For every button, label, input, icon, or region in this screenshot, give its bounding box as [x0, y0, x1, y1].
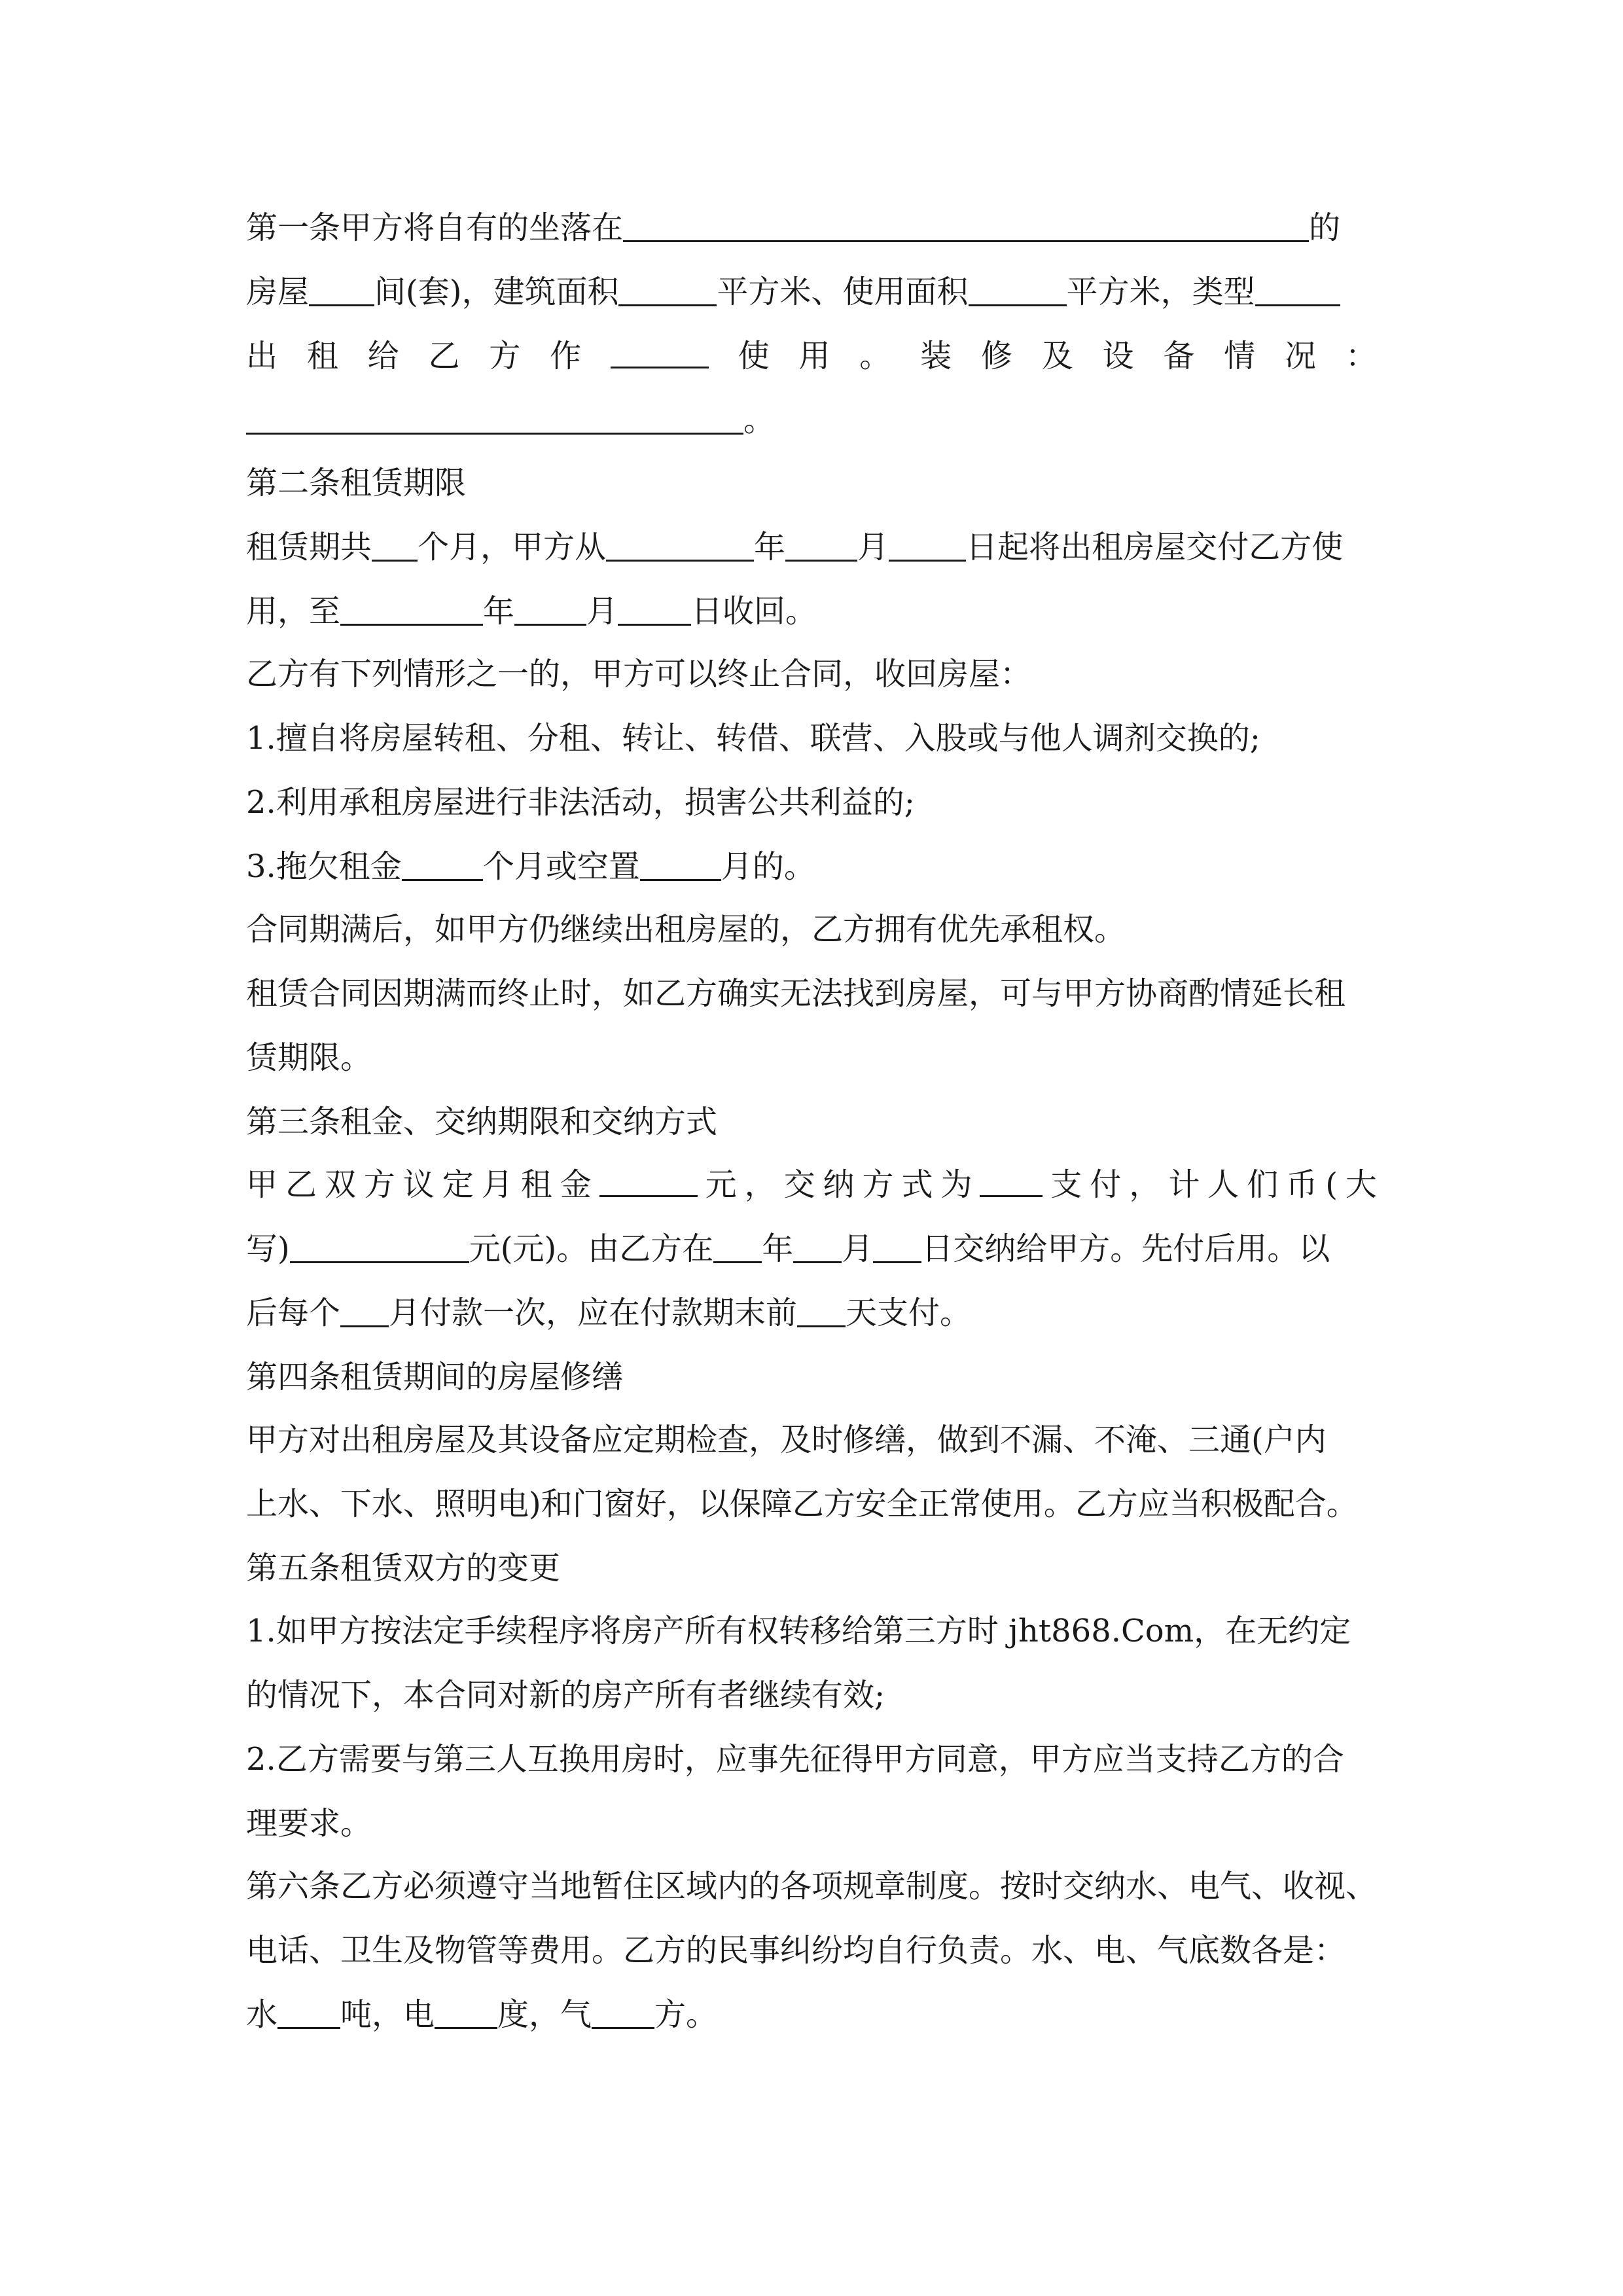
article5-item2-line1: 2.乙方需要与第三人互换用房时，应事先征得甲方同意，甲方应当支持乙方的合: [246, 1741, 1344, 1778]
article5-item1-line1: 1.如甲方按法定手续程序将房产所有权转移给第三方时 jht868.Com，在无约定: [246, 1613, 1351, 1649]
article1-line3: 出 租 给 乙 方 作 使 用 。 装 修 及 设 备 情 况 ：: [246, 338, 1377, 374]
article2-line1: 租赁期共 个月，甲方从 年 月 日起将出租房屋交付乙方使: [246, 529, 1344, 565]
article2-item1: 1.擅自将房屋转租、分租、转让、转借、联营、入股或与他人调剂交换的;: [246, 720, 1260, 757]
article1-line1: 第一条甲方将自有的坐落在 的: [246, 209, 1341, 246]
article2-item3: 3.拖欠租金 个月或空置 月的。: [246, 848, 815, 885]
article3-line3: 后每个 月付款一次，应在付款期末前 天支付。: [246, 1295, 972, 1331]
article5-item2-line2: 理要求。: [246, 1805, 372, 1842]
article2-para5-line2: 赁期限。: [246, 1039, 372, 1076]
article2-para5-line1: 租赁合同因期满而终止时，如乙方确实无法找到房屋，可与甲方协商酌情延长租: [246, 975, 1346, 1012]
article1-line2: 房屋 间(套)，建筑面积 平方米、使用面积 平方米，类型: [246, 272, 1340, 312]
article5-heading: 第五条租赁双方的变更: [246, 1550, 561, 1587]
article4-heading: 第四条租赁期间的房屋修缮: [246, 1359, 624, 1395]
article6-line3: 水 吨，电 度，气 方。: [246, 1996, 718, 2033]
article4-line1: 甲方对出租房屋及其设备应定期检查，及时修缮，做到不漏、不淹、三通(户内: [246, 1422, 1327, 1458]
article5-item1-line2: 的情况下，本合同对新的房产所有者继续有效;: [246, 1677, 885, 1713]
article2-item2: 2.利用承租房屋进行非法活动，损害公共利益的;: [246, 784, 915, 821]
article2-heading: 第二条租赁期限: [246, 465, 467, 501]
article4-line2: 上水、下水、照明电)和门窗好，以保障乙方安全正常使用。乙方应当积极配合。: [246, 1486, 1358, 1522]
article6-line1: 第六条乙方必须遵守当地暂住区域内的各项规章制度。按时交纳水、电气、收视、: [246, 1868, 1378, 1905]
article3-line1: 甲 乙 双 方 议 定 月 租 金 元 ， 交 纳 方 式 为 支 付 ， 计 人 们 币 ( 大: [246, 1166, 1377, 1203]
article1-line4: 。: [246, 401, 775, 440]
article6-line2: 电话、卫生及物管等费用。乙方的民事纠纷均自行负责。水、电、气底数各是：: [246, 1932, 1346, 1969]
article2-line2: 用，至 年 月 日收回。: [246, 593, 817, 630]
article2-para3: 乙方有下列情形之一的，甲方可以终止合同，收回房屋：: [246, 656, 1032, 692]
article3-line2: 写) 元(元)。由乙方在 年 月 日交纳给甲方。先付后用。以: [246, 1230, 1330, 1267]
article3-heading: 第三条租金、交纳期限和交纳方式: [246, 1103, 718, 1140]
article2-para4: 合同期满后，如甲方仍继续出租房屋的，乙方拥有优先承租权。: [246, 911, 1126, 948]
